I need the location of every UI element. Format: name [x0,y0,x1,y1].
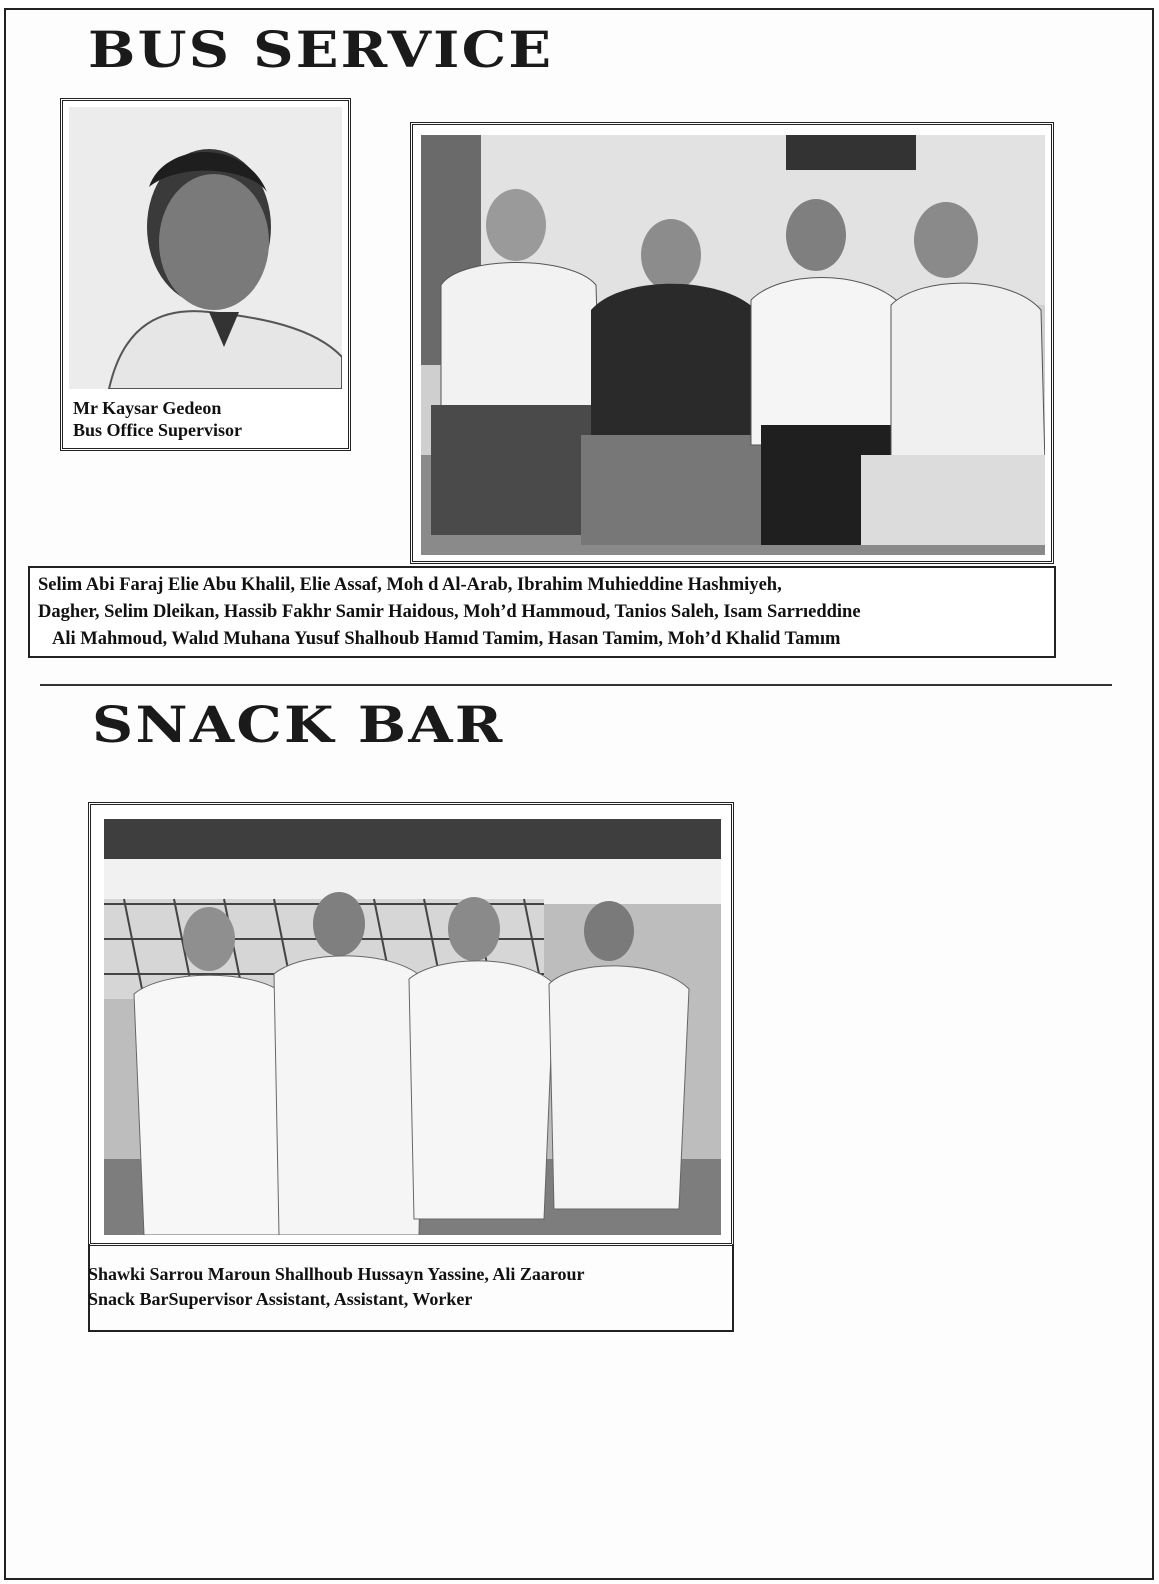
bus-staff-caption-line: Selim Abi Faraj Elie Abu Khalil, Elie Assaf, Moh d Al-Arab, Ibrahim Muhieddine Hashmiyeh, [38,575,782,595]
supervisor-photo-frame [60,98,351,451]
snack-bar-photo [104,819,721,1235]
bus-staff-caption-box [28,566,1056,658]
snack-bar-caption-line: Snack BarSupervisor Assistant, Assistant, Worker [88,1289,473,1309]
supervisor-photo [69,107,342,389]
section-divider [40,684,1112,686]
snack-bar-heading: SNACK BAR [92,695,505,754]
supervisor-caption [73,398,242,442]
snack-bar-caption-line: Shawki Sarrou Maroun Shallhoub Hussayn Yassine, Ali Zaarour [88,1264,585,1284]
bus-staff-photo-frame [410,122,1054,564]
bus-service-heading: BUS SERVICE [88,20,554,79]
snack-bar-caption-box [88,1244,734,1332]
bus-staff-photo [421,135,1045,555]
snack-bar-photo-frame [88,802,734,1246]
bus-staff-caption [38,572,861,653]
bus-staff-caption-line: Dagher, Selim Dleikan, Hassib Fakhr Samir Haidous, Moh’d Hammoud, Tanios Saleh, Isam Sarrıeddine [38,602,861,622]
supervisor-name: Mr Kaysar Gedeon [73,398,222,418]
bus-staff-caption-line: Ali Mahmoud, Walıd Muhana Yusuf Shalhoub Hamıd Tamim, Hasan Tamim, Moh’d Khalid Tamım [52,629,841,649]
supervisor-title: Bus Office Supervisor [73,419,242,440]
snack-bar-caption [88,1262,585,1312]
